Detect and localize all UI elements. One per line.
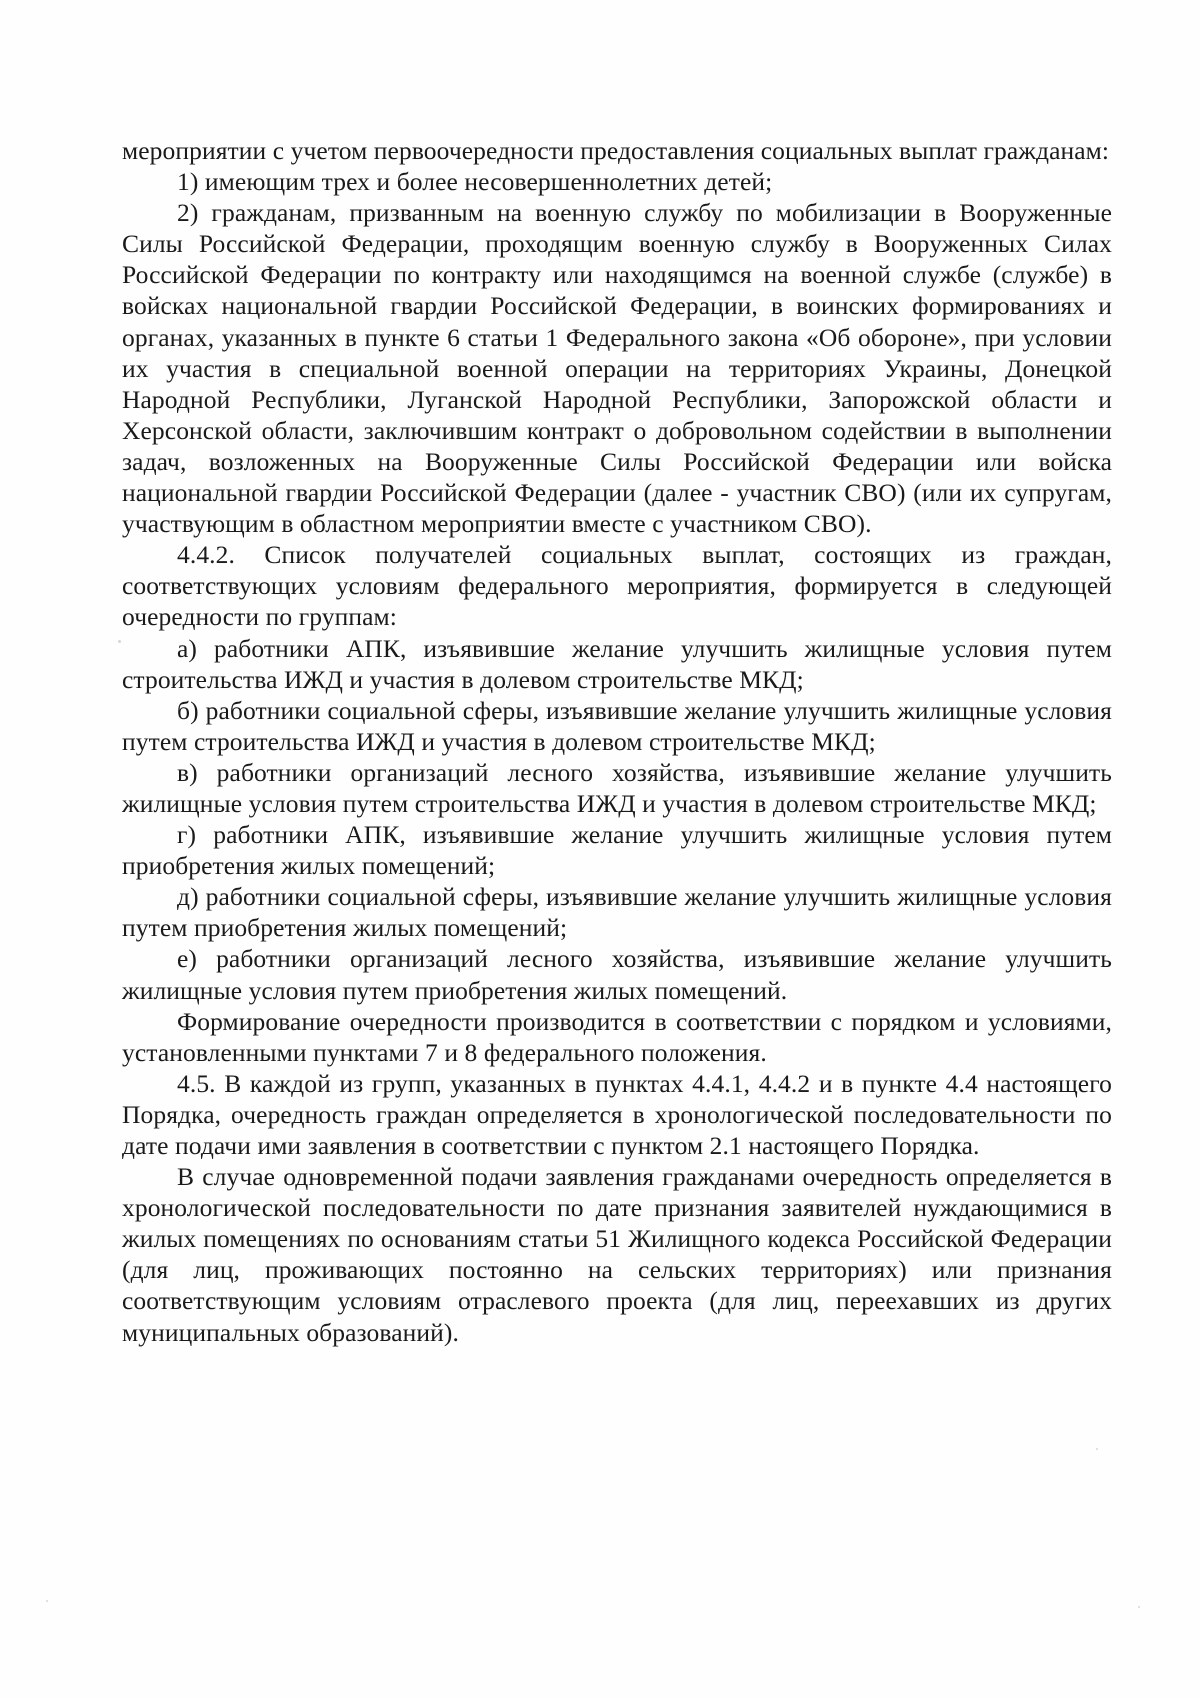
paragraph-group-v: в) работники организаций лесного хозяйства, изъявившие желание улучшить жилищные условия путем строительства ИЖД и участия в долевом строительстве МКД; (122, 757, 1112, 818)
scan-speck (46, 1600, 48, 1602)
paragraph-group-e: е) работники организаций лесного хозяйства, изъявившие желание улучшить жилищные условия путем приобретения жилых помещений. (122, 944, 1112, 1005)
scan-speck (1138, 1606, 1140, 1608)
paragraph-group-d: д) работники социальной сферы, изъявившие желание улучшить жилищные условия путем приобретения жилых помещений; (122, 882, 1112, 943)
paragraph-item-2: 2) гражданам, призванным на военную службу по мобилизации в Вооруженные Силы Российской Федерации, проходящим военную службу в Вооруженных Силах Российской Федерации по контракту или находящимся на военной службе (службе) в войсках национальной гвардии Российской Федерации, в воинских формированиях и органах, указанных в пункте 6 статьи 1 Федерального закона «Об обороне», при условии их участия в специальной военной операции на территориях Украины, Донецкой Народной Республики, Луганской Народной Республики, Запорожской области и Херсонской области, заключившим контракт о добровольном содействии в выполнении задач, возложенных на Вооруженные Силы Российской Федерации или войска национальной гвардии Российской Федерации (далее - участник СВО) (или их супругам, участвующим в областном мероприятии вместе с участником СВО). (122, 198, 1112, 539)
scan-speck (1096, 1448, 1098, 1450)
paragraph-4-4-2: 4.4.2. Список получателей социальных выплат, состоящих из граждан, соответствующих условиям федерального мероприятия, формируется в следующей очередности по группам: (122, 540, 1112, 632)
document-body (122, 135, 1112, 1348)
paragraph-queue-formation: Формирование очередности производится в соответствии с порядком и условиями, установленными пунктами 7 и 8 федерального положения. (122, 1006, 1112, 1067)
paragraph-group-g: г) работники АПК, изъявившие желание улучшить жилищные условия путем приобретения жилых помещений; (122, 820, 1112, 881)
paragraph-4-5: 4.5. В каждой из групп, указанных в пунктах 4.4.1, 4.4.2 и в пункте 4.4 настоящего Порядка, очередность граждан определяется в хронологической последовательности по дате подачи ими заявления в соответствии с пунктом 2.1 настоящего Порядка. (122, 1068, 1112, 1160)
paragraph-simultaneous-filing: В случае одновременной подачи заявления гражданами очередность определяется в хронологической последовательности по дате признания заявителей нуждающимися в жилых помещениях по основаниям статьи 51 Жилищного кодекса Российской Федерации (для лиц, проживающих постоянно на сельских территориях) или признания соответствующим условиям отраслевого проекта (для лиц, переехавших из других муниципальных образований). (122, 1162, 1112, 1347)
paragraph-item-1: 1) имеющим трех и более несовершеннолетних детей; (177, 167, 773, 197)
paragraph-group-a: а) работники АПК, изъявившие желание улучшить жилищные условия путем строительства ИЖД и участия в долевом строительстве МКД; (122, 633, 1112, 694)
paragraph-group-b: б) работники социальной сферы, изъявившие желание улучшить жилищные условия путем строительства ИЖД и участия в долевом строительстве МКД; (122, 695, 1112, 756)
paragraph-continuation: мероприятии с учетом первоочередности предоставления социальных выплат гражданам: (122, 136, 1110, 165)
scan-speck (118, 640, 121, 643)
